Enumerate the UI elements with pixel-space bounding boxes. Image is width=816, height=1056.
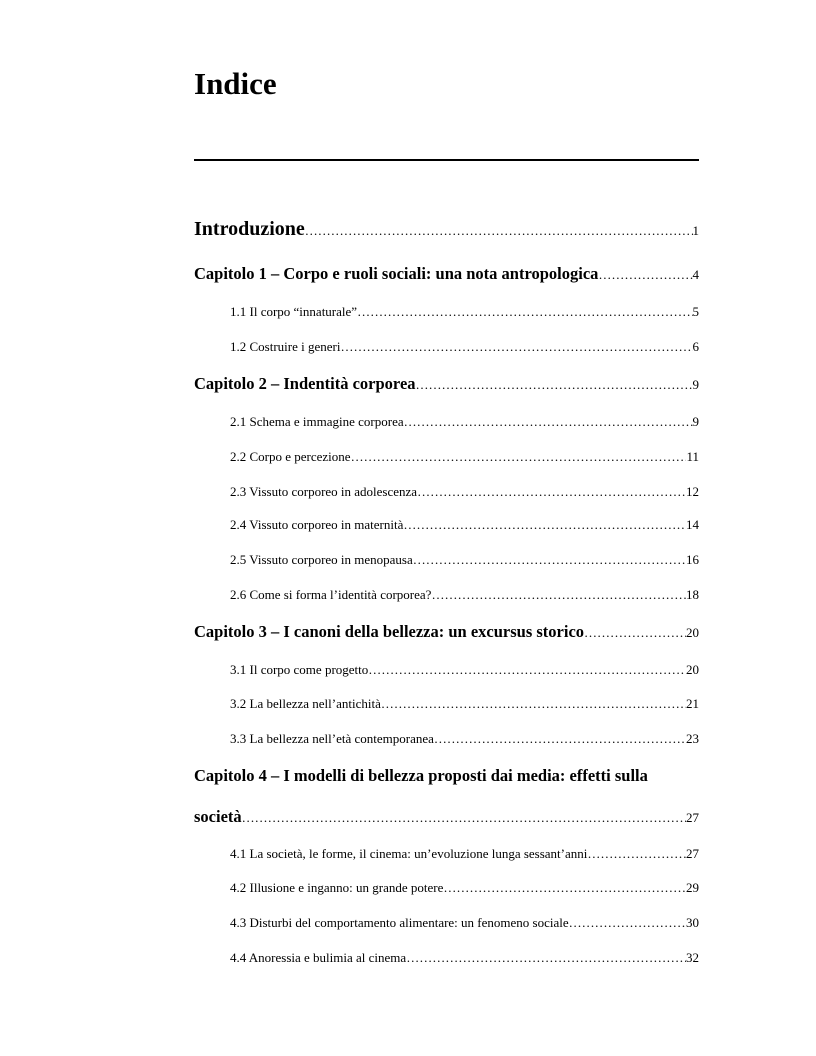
toc-entry-section-4-4[interactable] bbox=[230, 951, 699, 966]
dot-leader bbox=[403, 518, 686, 533]
toc-page-number: 27 bbox=[686, 846, 699, 861]
toc-label: 1.2 Costruire i generi bbox=[230, 339, 341, 354]
toc-entry-section-1-2[interactable] bbox=[230, 340, 699, 355]
dot-leader bbox=[598, 268, 692, 283]
toc-page-number: 20 bbox=[686, 662, 699, 677]
toc-page-number: 5 bbox=[692, 304, 699, 319]
toc-entry-capitolo-4[interactable] bbox=[194, 808, 699, 827]
toc-entry-introduzione[interactable] bbox=[194, 218, 699, 241]
toc-entry-section-2-3[interactable] bbox=[230, 485, 699, 500]
toc-page-number: 4 bbox=[692, 267, 699, 282]
dot-leader bbox=[368, 663, 686, 678]
toc-entry-capitolo-4-line1[interactable] bbox=[194, 767, 699, 786]
toc-entry-section-4-3[interactable] bbox=[230, 916, 699, 931]
dot-leader bbox=[404, 415, 693, 430]
dot-leader bbox=[340, 340, 692, 355]
toc-entry-section-2-4[interactable] bbox=[230, 518, 699, 533]
toc-label: 4.3 Disturbi del comportamento alimentare: un fenomeno sociale bbox=[230, 915, 569, 930]
dot-leader bbox=[406, 951, 686, 966]
toc-page-number: 9 bbox=[692, 414, 699, 429]
toc-page-number: 27 bbox=[686, 810, 699, 825]
dot-leader bbox=[569, 916, 686, 931]
toc-entry-section-3-3[interactable] bbox=[230, 732, 699, 747]
toc-label: 3.3 La bellezza nell’età contemporanea bbox=[230, 731, 434, 746]
dot-leader bbox=[443, 881, 686, 896]
toc-label: 2.3 Vissuto corporeo in adolescenza bbox=[230, 484, 418, 499]
page-title: Indice bbox=[194, 66, 277, 101]
toc-label: Introduzione bbox=[194, 218, 305, 240]
toc-entry-section-2-6[interactable] bbox=[230, 588, 699, 603]
toc-page-number: 9 bbox=[692, 377, 699, 392]
toc-entry-capitolo-3[interactable] bbox=[194, 623, 699, 642]
toc-entry-section-4-2[interactable] bbox=[230, 881, 699, 896]
dot-leader bbox=[434, 732, 686, 747]
dot-leader bbox=[417, 485, 686, 500]
dot-leader bbox=[416, 378, 693, 393]
toc-page-number: 20 bbox=[686, 625, 699, 640]
toc-label: 1.1 Il corpo “innaturale” bbox=[230, 304, 358, 319]
toc-page-number: 29 bbox=[686, 880, 699, 895]
toc-entry-capitolo-1[interactable] bbox=[194, 265, 699, 284]
toc-label: 4.4 Anoressia e bulimia al cinema bbox=[230, 950, 407, 965]
toc-page-number: 1 bbox=[692, 223, 699, 238]
toc-label: 2.1 Schema e immagine corporea bbox=[230, 414, 404, 429]
toc-entry-section-1-1[interactable] bbox=[230, 305, 699, 320]
toc-label: Capitolo 2 – Indentità corporea bbox=[194, 374, 416, 393]
toc-entry-section-3-1[interactable] bbox=[230, 663, 699, 678]
toc-label: 4.1 La società, le forme, il cinema: un’evoluzione lunga sessant’anni bbox=[230, 846, 588, 861]
toc-page-number: 23 bbox=[686, 731, 699, 746]
toc-label: 2.4 Vissuto corporeo in maternità bbox=[230, 517, 404, 532]
toc-page-number: 14 bbox=[686, 517, 699, 532]
dot-leader bbox=[584, 626, 686, 641]
toc-label: 3.2 La bellezza nell’antichità bbox=[230, 696, 381, 711]
toc-entry-capitolo-2[interactable] bbox=[194, 375, 699, 394]
title-underline bbox=[194, 159, 699, 161]
toc-label: 2.5 Vissuto corporeo in menopausa bbox=[230, 552, 413, 567]
toc-page-number: 6 bbox=[692, 339, 699, 354]
toc-page-number: 18 bbox=[686, 587, 699, 602]
toc-entry-section-4-1[interactable] bbox=[230, 847, 699, 862]
dot-leader bbox=[413, 553, 686, 568]
dot-leader bbox=[587, 847, 686, 862]
toc-label: 3.1 Il corpo come progetto bbox=[230, 662, 369, 677]
toc-entry-section-2-2[interactable] bbox=[230, 450, 699, 465]
toc-label: 4.2 Illusione e inganno: un grande potere bbox=[230, 880, 444, 895]
toc-label: società bbox=[194, 807, 242, 826]
dot-leader bbox=[431, 588, 686, 603]
toc-page-number: 16 bbox=[686, 552, 699, 567]
toc-page-number: 21 bbox=[686, 696, 699, 711]
toc-entry-section-2-1[interactable] bbox=[230, 415, 699, 430]
toc-page-number: 32 bbox=[686, 950, 699, 965]
toc-page-number: 11 bbox=[686, 449, 699, 464]
dot-leader bbox=[381, 697, 686, 712]
toc-label: Capitolo 3 – I canoni della bellezza: un excursus storico bbox=[194, 622, 585, 641]
toc-entry-section-3-2[interactable] bbox=[230, 697, 699, 712]
toc-label: 2.6 Come si forma l’identità corporea? bbox=[230, 587, 432, 602]
toc-entry-section-2-5[interactable] bbox=[230, 553, 699, 568]
toc-page-number: 30 bbox=[686, 915, 699, 930]
toc-page-number: 12 bbox=[686, 484, 699, 499]
toc-label: 2.2 Corpo e percezione bbox=[230, 449, 351, 464]
dot-leader bbox=[305, 224, 693, 239]
toc-label: Capitolo 4 – I modelli di bellezza proposti dai media: effetti sulla bbox=[194, 766, 648, 785]
dot-leader bbox=[242, 811, 686, 826]
dot-leader bbox=[351, 450, 687, 465]
toc-label: Capitolo 1 – Corpo e ruoli sociali: una nota antropologica bbox=[194, 264, 599, 283]
dot-leader bbox=[357, 305, 692, 320]
